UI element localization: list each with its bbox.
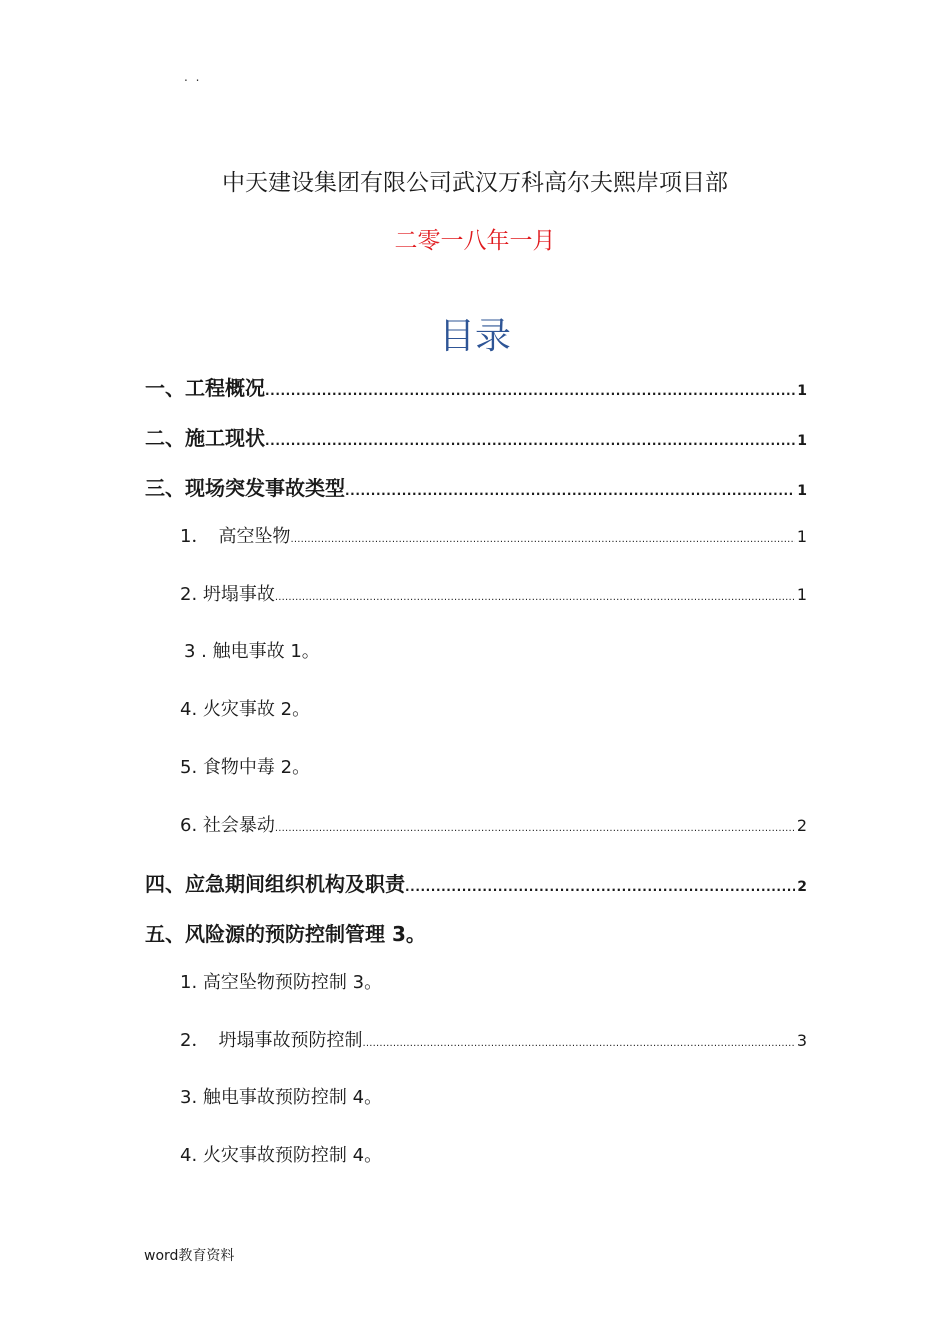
toc-leader (265, 384, 795, 398)
toc-page-number: 1 (796, 585, 807, 604)
toc-leader (362, 1038, 794, 1049)
toc-entry-s5[interactable]: 五、风险源的预防控制管理 3。 (145, 922, 426, 946)
toc-leader (345, 484, 795, 498)
toc-entry-label: 四、应急期间组织机构及职责 (145, 872, 405, 896)
toc-title: 目录 (438, 316, 511, 357)
toc-page-number: 1 (797, 483, 807, 499)
toc-leader (290, 534, 794, 545)
toc-entry-s4[interactable] (145, 868, 807, 897)
toc-entry-s5-4[interactable]: 4. 火灾事故预防控制 4。 (180, 1145, 383, 1166)
toc-entry-s5-3[interactable]: 3. 触电事故预防控制 4。 (180, 1087, 383, 1108)
toc-page-number: 1 (797, 383, 807, 399)
toc-page-number: 1 (796, 527, 807, 546)
toc-entry-s3-1[interactable] (180, 522, 807, 548)
toc-entry-s3-5[interactable]: 5. 食物中毒 2。 (180, 757, 311, 778)
toc-leader (275, 823, 795, 834)
toc-leader (275, 592, 795, 603)
toc-page-number: 2 (797, 879, 807, 895)
toc-page-number: 3 (796, 1031, 807, 1050)
toc-entry-label: 1． 高空坠物 (180, 526, 291, 547)
toc-entry-label: 2． 坍塌事故预防控制 (180, 1030, 363, 1051)
toc-entry-label: 6. 社会暴动 (180, 815, 275, 836)
toc-entry-label: 一、工程概况 (145, 376, 265, 400)
toc-entry-label: 二、施工现状 (145, 426, 265, 450)
toc-entry-s5-1[interactable]: 1. 高空坠物预防控制 3。 (180, 972, 383, 993)
toc-entry-label: 三、现场突发事故类型 (145, 476, 345, 500)
document-date: 二零一八年一月 (394, 228, 556, 254)
toc-page-number: 2 (796, 816, 807, 835)
toc-leader (265, 434, 795, 448)
toc-entry-s3-6[interactable] (180, 811, 807, 837)
company-name: 中天建设集团有限公司武汉万科高尔夫熙岸项目部 (222, 170, 728, 196)
toc-page-number: 1 (797, 433, 807, 449)
toc-entry-s3-4[interactable]: 4. 火灾事故 2。 (180, 699, 311, 720)
toc-entry-s3[interactable] (145, 472, 807, 501)
toc-entry-s3-3[interactable]: 3 . 触电事故 1。 (184, 641, 320, 662)
footer-text: word教育资料 (144, 1248, 235, 1264)
toc-entry-s5-2[interactable] (180, 1026, 807, 1052)
toc-entry-label: 2. 坍塌事故 (180, 584, 275, 605)
toc-entry-s3-2[interactable] (180, 580, 807, 606)
header-marks: . . (184, 70, 202, 84)
toc-entry-s1[interactable] (145, 372, 807, 401)
toc-entry-s2[interactable] (145, 422, 807, 451)
toc-leader (405, 880, 795, 894)
